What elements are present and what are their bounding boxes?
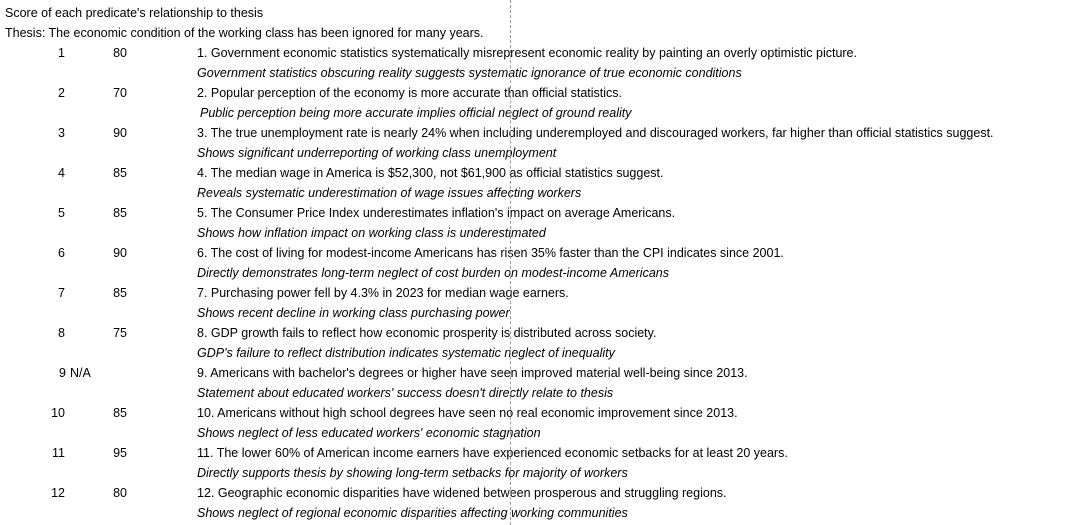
predicate-number-cell[interactable]: 1 — [58, 46, 65, 60]
statement-cell[interactable]: 3. The true unemployment rate is nearly 24% when including underemployed and discouraged workers, far higher than official statistics suggest. — [197, 126, 994, 140]
sheet-row — [0, 23, 1082, 43]
table-row — [0, 243, 1082, 263]
table-row — [0, 263, 1082, 283]
predicate-number-cell[interactable]: 5 — [58, 206, 65, 220]
statement-cell[interactable]: 9. Americans with bachelor's degrees or higher have seen improved material well-being since 2013. — [197, 366, 748, 380]
score-cell[interactable]: 80 — [113, 46, 127, 60]
table-row — [0, 43, 1082, 63]
score-cell[interactable]: 85 — [113, 166, 127, 180]
rationale-cell[interactable]: Public perception being more accurate implies official neglect of ground reality — [200, 106, 632, 120]
table-row — [0, 303, 1082, 323]
table-row — [0, 463, 1082, 483]
table-row — [0, 63, 1082, 83]
statement-cell[interactable]: 8. GDP growth fails to reflect how economic prosperity is distributed across society. — [197, 326, 657, 340]
rationale-cell[interactable]: Shows neglect of regional economic disparities affecting working communities — [197, 506, 628, 520]
predicate-number-cell[interactable]: 11 — [52, 446, 65, 460]
table-row — [0, 323, 1082, 343]
rationale-cell[interactable]: Reveals systematic underestimation of wage issues affecting workers — [197, 186, 582, 200]
score-cell[interactable]: 70 — [113, 86, 127, 100]
table-row — [0, 183, 1082, 203]
table-row — [0, 83, 1082, 103]
table-row — [0, 163, 1082, 183]
rationale-cell[interactable]: Shows how inflation impact on working class is underestimated — [197, 226, 546, 240]
rationale-cell[interactable]: Shows neglect of less educated workers' economic stagnation — [197, 426, 541, 440]
predicate-number-cell[interactable]: 3 — [58, 126, 65, 140]
rationale-cell[interactable]: Directly demonstrates long-term neglect of cost burden on modest-income Americans — [197, 266, 669, 280]
score-cell[interactable]: 85 — [113, 286, 127, 300]
statement-cell[interactable]: 11. The lower 60% of American income earners have experienced economic setbacks for at least 20 years. — [197, 446, 788, 460]
score-cell[interactable]: 85 — [113, 406, 127, 420]
predicate-number-cell[interactable]: 8 — [58, 326, 65, 340]
rationale-cell[interactable]: Shows recent decline in working class purchasing power — [197, 306, 510, 320]
score-cell[interactable]: 75 — [113, 326, 127, 340]
table-row — [0, 223, 1082, 243]
rationale-cell[interactable]: Statement about educated workers' success doesn't directly relate to thesis — [197, 386, 614, 400]
statement-cell[interactable]: 5. The Consumer Price Index underestimates inflation's impact on average Americans. — [197, 206, 676, 220]
statement-cell[interactable]: 2. Popular perception of the economy is more accurate than official statistics. — [197, 86, 622, 100]
predicate-number-cell[interactable]: 6 — [58, 246, 65, 260]
thesis-cell[interactable]: Thesis: The economic condition of the working class has been ignored for many years. — [5, 26, 484, 40]
sheet-row — [0, 3, 1082, 23]
table-row — [0, 363, 1082, 383]
table-row — [0, 203, 1082, 223]
table-row — [0, 123, 1082, 143]
predicate-number-cell[interactable]: 10 — [51, 406, 65, 420]
statement-cell[interactable]: 10. Americans without high school degrees have seen no real economic improvement since 2013. — [197, 406, 738, 420]
table-row — [0, 443, 1082, 463]
predicate-number-cell[interactable]: 12 — [51, 486, 65, 500]
predicate-number-cell[interactable]: 4 — [58, 166, 65, 180]
score-cell[interactable]: 90 — [113, 126, 127, 140]
rationale-cell[interactable]: Shows significant underreporting of working class unemployment — [197, 146, 557, 160]
statement-cell[interactable]: 6. The cost of living for modest-income Americans has risen 35% faster than the CPI indicates since 2001. — [197, 246, 784, 260]
sheet-title[interactable]: Score of each predicate's relationship to thesis — [5, 6, 264, 20]
statement-cell[interactable]: 1. Government economic statistics systematically misrepresent economic reality by painting an overly optimistic picture. — [197, 46, 857, 60]
table-row — [0, 103, 1082, 123]
table-row — [0, 283, 1082, 303]
table-row — [0, 403, 1082, 423]
statement-cell[interactable]: 4. The median wage in America is $52,300, not $61,900 as official statistics suggest. — [197, 166, 664, 180]
table-row — [0, 503, 1082, 523]
predicate-number-cell[interactable]: 9 — [59, 366, 66, 380]
predicate-number-cell[interactable]: 2 — [58, 86, 65, 100]
score-cell[interactable]: 95 — [113, 446, 127, 460]
score-cell[interactable]: 90 — [113, 246, 127, 260]
table-row — [0, 423, 1082, 443]
statement-cell[interactable]: 7. Purchasing power fell by 4.3% in 2023 for median wage earners. — [197, 286, 569, 300]
table-row — [0, 383, 1082, 403]
page-break-line — [510, 0, 511, 525]
rationale-cell[interactable]: GDP's failure to reflect distribution indicates systematic neglect of inequality — [197, 346, 615, 360]
table-row — [0, 343, 1082, 363]
score-cell[interactable]: N/A — [70, 366, 91, 380]
score-cell[interactable]: 85 — [113, 206, 127, 220]
rationale-cell[interactable]: Government statistics obscuring reality suggests systematic ignorance of true economic conditions — [197, 66, 742, 80]
rationale-cell[interactable]: Directly supports thesis by showing long-term setbacks for majority of workers — [197, 466, 628, 480]
table-row — [0, 483, 1082, 503]
table-row — [0, 143, 1082, 163]
statement-cell[interactable]: 12. Geographic economic disparities have widened between prosperous and struggling regions. — [197, 486, 727, 500]
predicate-number-cell[interactable]: 7 — [58, 286, 65, 300]
score-cell[interactable]: 80 — [113, 486, 127, 500]
